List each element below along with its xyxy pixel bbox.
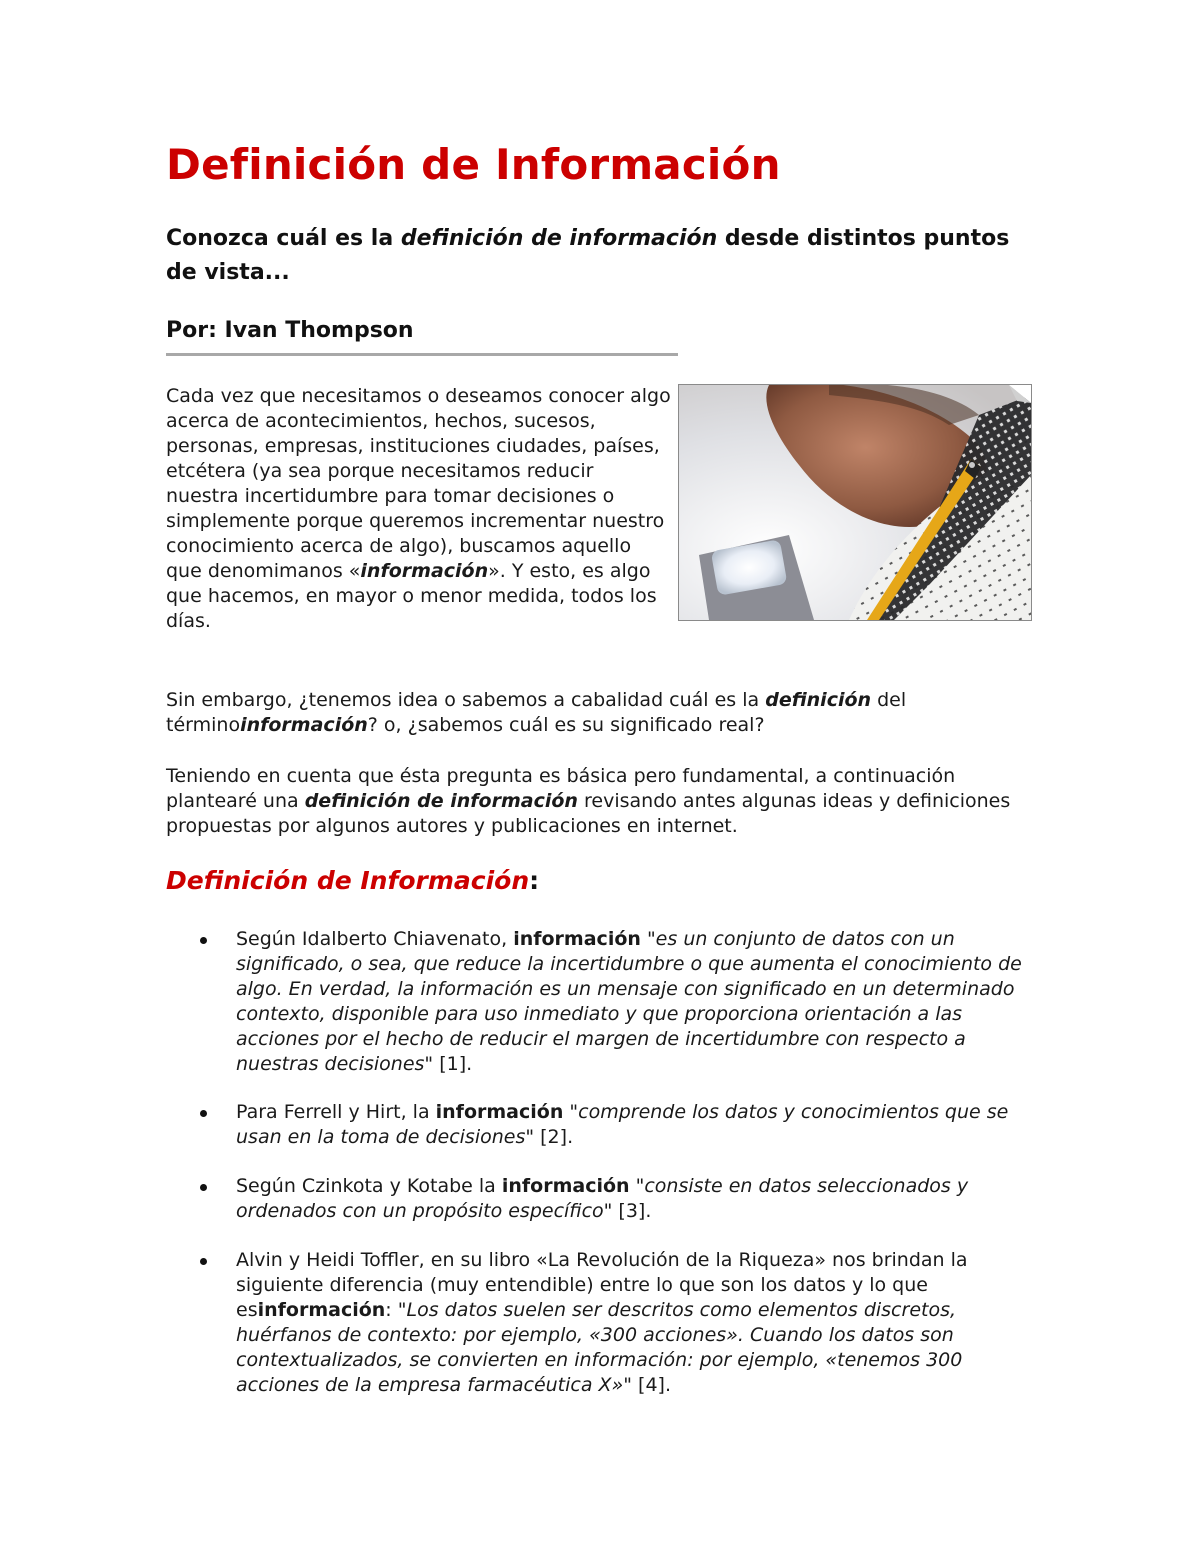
bullet-icon [200,1110,207,1117]
person-reading-document-photo [678,384,1032,621]
bullet-icon [200,1258,207,1265]
item-lead: Según Czinkota y Kotabe la [236,1175,502,1197]
item-quote: "comprende los datos y conocimientos que se usan en la toma de decisiones" [236,1101,1009,1148]
section-heading [166,866,539,895]
item-quote-open: " [629,1175,645,1197]
context-term: definición de información [304,790,578,812]
list-item [236,927,1036,1077]
page-title: Definición de Información [166,140,781,189]
item-term: información [435,1101,564,1123]
question-text: Sin embargo, ¿tenemos idea o sabemos a cabalidad cuál es la [166,689,766,711]
item-reference: [2]. [534,1126,574,1148]
context-text-end: revisando antes algunas ideas y definiciones propuestas por algunos autores y publicaciones en internet. [166,790,1011,837]
byline-divider [166,353,678,356]
item-reference: [1]. [433,1053,473,1075]
intro-text: Cada vez que necesitamos o deseamos conocer algo acerca de acontecimientos, hechos, sucesos, personas, empresas, instituciones ciudades, países, etcétera (ya sea porque necesitamos reducir nuestra incertidumbre para tomar decisiones o simplemente porque queremos incrementar nuestro conocimiento acerca de algo), buscamos aquello que denomimanos « [166,385,671,582]
list-item [236,1248,1036,1398]
question-term-1: definición [765,689,872,711]
item-lead: Alvin y Heidi Toffler, en su libro «La Revolución de la Riqueza» nos brindan la siguiente diferencia (muy entendible) entre lo que son los datos y lo que es [236,1249,968,1321]
item-quote: consiste en datos seleccionados y ordenados con un propósito específico [236,1175,969,1222]
context-paragraph [166,764,1046,839]
subtitle-text: Conozca cuál es la [166,226,401,251]
item-quote: "es un conjunto de datos con un significado, o sea, que reduce la incertidumbre o que aumenta el conocimiento de algo. En verdad, la información es un mensaje con significado en un determinado contexto, disponible para uso inmediato y que proporciona orientación a las acciones por el hecho de reducir el margen de incertidumbre con respecto a nuestras decisiones" [236,928,1022,1075]
subtitle-emphasis: definición de información [400,226,718,251]
intro-paragraph [166,384,671,634]
context-text: Teniendo en cuenta que ésta pregunta es básica pero fundamental, a continuación plantearé una [166,765,956,812]
item-quote-open: : " [385,1299,407,1321]
photo-illustration [679,385,1031,620]
item-reference: " [3]. [603,1200,652,1222]
item-lead: Según Idalberto Chiavenato, [236,928,514,950]
section-heading-text: Definición de Información [166,866,530,895]
item-lead: Para Ferrell y Hirt, la [236,1101,436,1123]
bullet-icon [200,937,207,944]
question-text-2: del término [166,689,907,736]
list-item [236,1100,1036,1150]
item-term: información [501,1175,630,1197]
list-item [236,1174,1036,1224]
item-reference: " [4]. [623,1374,672,1396]
bullet-icon [200,1184,207,1191]
question-text-3: ? o, ¿sabemos cuál es su significado real? [367,714,765,736]
intro-term: información [360,560,489,582]
question-paragraph [166,688,1046,738]
author-byline: Por: Ivan Thompson [166,318,414,343]
question-term-2: información [240,714,368,736]
intro-text-end: ». Y esto, es algo que hacemos, en mayor o menor medida, todos los días. [166,560,657,632]
item-term: información [513,928,641,950]
section-heading-colon: : [529,866,540,895]
item-term: información [257,1299,386,1321]
item-quote: Los datos suelen ser descritos como elementos discretos, huérfanos de contexto: por ejemplo, «300 acciones». Cuando los datos son contextualizados, se convierten en información: por ejemplo, «tenemos 300 acciones de la empresa farmacéutica X» [236,1299,963,1396]
subtitle-text-end: desde distintos puntos de vista... [166,226,1010,285]
subtitle [166,222,1026,290]
